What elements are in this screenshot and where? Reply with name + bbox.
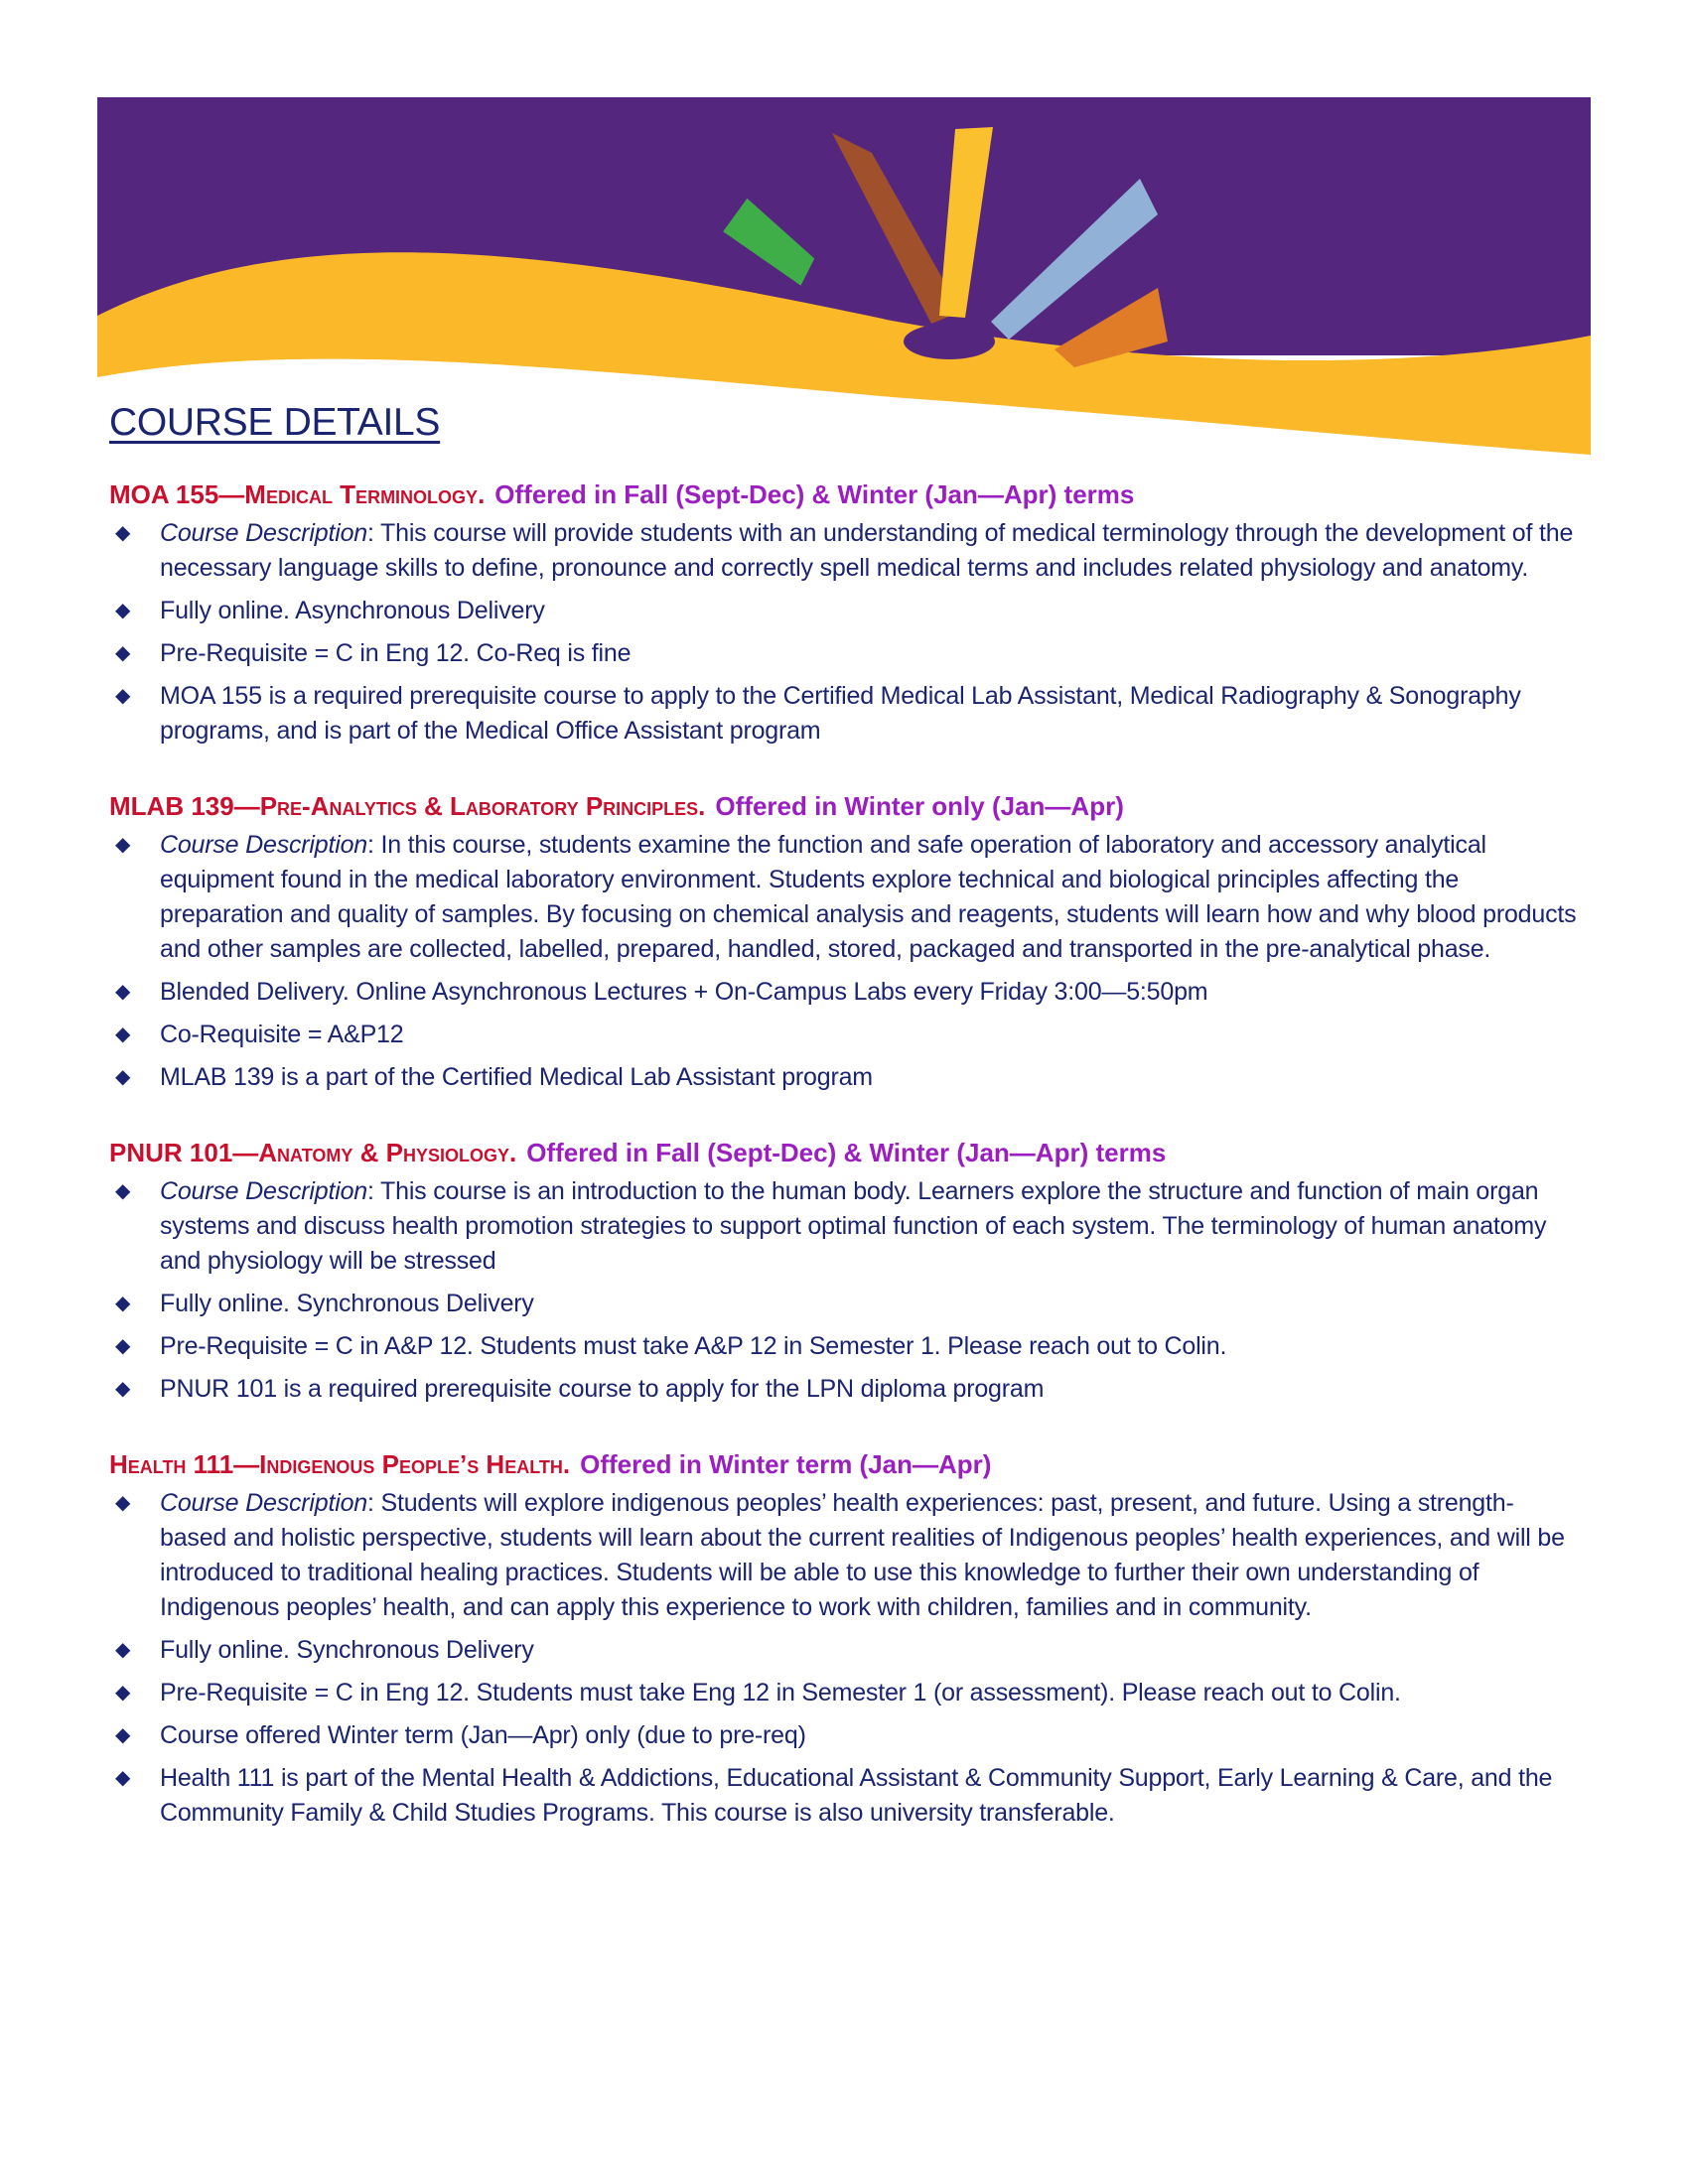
course-bullet-list <box>109 1174 1579 1407</box>
bullet-text: PNUR 101 is a required prerequisite course to apply for the LPN diploma program <box>160 1375 1045 1403</box>
course-bullet-list <box>109 1486 1579 1831</box>
diamond-bullet-icon: ◆ <box>115 1335 131 1357</box>
course-description-label: Course Description <box>160 1177 367 1205</box>
bullet-text: Co-Requisite = A&P12 <box>160 1021 404 1048</box>
course-bullet-list <box>109 828 1579 1095</box>
course-moa-155 <box>109 477 1579 749</box>
bullet-text: Pre-Requisite = C in A&P 12. Students must take A&P 12 in Semester 1. Please reach out to Colin. <box>160 1332 1227 1360</box>
course-description <box>109 1486 1579 1625</box>
course-description <box>109 516 1579 586</box>
list-item <box>109 1761 1579 1831</box>
diamond-bullet-icon: ◆ <box>115 522 131 544</box>
list-item <box>109 1329 1579 1364</box>
diamond-bullet-icon: ◆ <box>115 642 131 664</box>
course-description-text: : In this course, students examine the function and safe operation of laboratory and accessory analytical equipment found in the medical laboratory environment. Students explore technical and biological principles affecting the preparation and quality of samples. By focusing on chemical analysis and reagents, students will learn how and why blood products and other samples are collected, labelled, prepared, handled, stored, packaged and transported in the pre-analytical phase. <box>160 831 1577 963</box>
course-header <box>109 1135 1579 1170</box>
diamond-bullet-icon: ◆ <box>115 1066 131 1088</box>
diamond-bullet-icon: ◆ <box>115 1293 131 1314</box>
diamond-bullet-icon: ◆ <box>115 1682 131 1704</box>
list-item <box>109 636 1579 671</box>
course-offered-terms: Offered in Fall (Sept-Dec) & Winter (Jan—Apr) terms <box>494 479 1135 509</box>
diamond-bullet-icon: ◆ <box>115 834 131 856</box>
diamond-bullet-icon: ◆ <box>115 1378 131 1400</box>
list-item <box>109 1287 1579 1321</box>
course-description-label: Course Description <box>160 1489 367 1517</box>
list-item <box>109 1372 1579 1407</box>
bullet-text: Course offered Winter term (Jan—Apr) only (due to pre-req) <box>160 1721 806 1749</box>
diamond-bullet-icon: ◆ <box>115 600 131 621</box>
list-item <box>109 1718 1579 1753</box>
course-description-label: Course Description <box>160 831 367 859</box>
course-offered-terms: Offered in Fall (Sept-Dec) & Winter (Jan—Apr) terms <box>526 1138 1167 1167</box>
bullet-text: Fully online. Synchronous Delivery <box>160 1636 534 1664</box>
course-pnur-101 <box>109 1135 1579 1407</box>
course-header <box>109 1446 1579 1482</box>
list-item <box>109 1676 1579 1710</box>
course-header <box>109 477 1579 512</box>
diamond-bullet-icon: ◆ <box>115 685 131 707</box>
bullet-text: Pre-Requisite = C in Eng 12. Students must take Eng 12 in Semester 1 (or assessment). Please reach out to Colin. <box>160 1679 1401 1706</box>
course-title: Health 111—Indigenous People’s Health. <box>109 1449 571 1479</box>
course-offered-terms: Offered in Winter term (Jan—Apr) <box>580 1449 992 1479</box>
course-description-text: : This course is an introduction to the human body. Learners explore the structure and function of main organ systems and discuss health promotion strategies to support optimal function of each system. The terminology of human anatomy and physiology will be stressed <box>160 1177 1547 1275</box>
page-title: COURSE DETAILS <box>109 401 441 444</box>
list-item <box>109 594 1579 628</box>
course-list <box>109 477 1579 1870</box>
diamond-bullet-icon: ◆ <box>115 1180 131 1202</box>
course-bullet-list <box>109 516 1579 749</box>
diamond-bullet-icon: ◆ <box>115 1492 131 1514</box>
diamond-bullet-icon: ◆ <box>115 1724 131 1746</box>
course-title: PNUR 101—Anatomy & Physiology. <box>109 1138 517 1167</box>
course-description <box>109 828 1579 967</box>
course-title: MLAB 139—Pre-Analytics & Laboratory Principles. <box>109 791 706 821</box>
bullet-text: Health 111 is part of the Mental Health & Addictions, Educational Assistant & Community Support, Early Learning & Care, and the Community Family & Child Studies Programs. This course is also university transferable. <box>160 1764 1553 1827</box>
list-item <box>109 1018 1579 1052</box>
list-item <box>109 1060 1579 1095</box>
list-item <box>109 679 1579 749</box>
course-mlab-139 <box>109 788 1579 1095</box>
bullet-text: Fully online. Asynchronous Delivery <box>160 597 545 624</box>
course-title: MOA 155—Medical Terminology. <box>109 479 486 509</box>
bullet-text: Blended Delivery. Online Asynchronous Lectures + On-Campus Labs every Friday 3:00—5:50pm <box>160 978 1208 1006</box>
course-description-text: : Students will explore indigenous peoples’ health experiences: past, present, and future. Using a strength-based and holistic perspective, students will learn about the current realities of Indigenous peoples’ health experiences, and will be introduced to traditional healing practices. Students will be able to use this knowledge to further their own understanding of Indigenous peoples’ health, and can apply this experience to work with children, families and in community. <box>160 1489 1565 1621</box>
diamond-bullet-icon: ◆ <box>115 1639 131 1661</box>
course-header <box>109 788 1579 824</box>
sun-center <box>904 324 995 359</box>
list-item <box>109 1633 1579 1668</box>
course-health-111 <box>109 1446 1579 1831</box>
bullet-text: MOA 155 is a required prerequisite course to apply to the Certified Medical Lab Assistant, Medical Radiography & Sonography programs, and is part of the Medical Office Assistant program <box>160 682 1521 745</box>
course-offered-terms: Offered in Winter only (Jan—Apr) <box>715 791 1124 821</box>
course-description-label: Course Description <box>160 519 367 547</box>
course-description <box>109 1174 1579 1279</box>
course-description-text: : This course will provide students with an understanding of medical terminology through the development of the necessary language skills to define, pronounce and correctly spell medical terms and includes related physiology and anatomy. <box>160 519 1574 582</box>
bullet-text: Pre-Requisite = C in Eng 12. Co-Req is fine <box>160 639 632 667</box>
list-item <box>109 975 1579 1010</box>
bullet-text: Fully online. Synchronous Delivery <box>160 1290 534 1317</box>
diamond-bullet-icon: ◆ <box>115 1024 131 1045</box>
diamond-bullet-icon: ◆ <box>115 1767 131 1789</box>
diamond-bullet-icon: ◆ <box>115 981 131 1003</box>
bullet-text: MLAB 139 is a part of the Certified Medical Lab Assistant program <box>160 1063 873 1091</box>
